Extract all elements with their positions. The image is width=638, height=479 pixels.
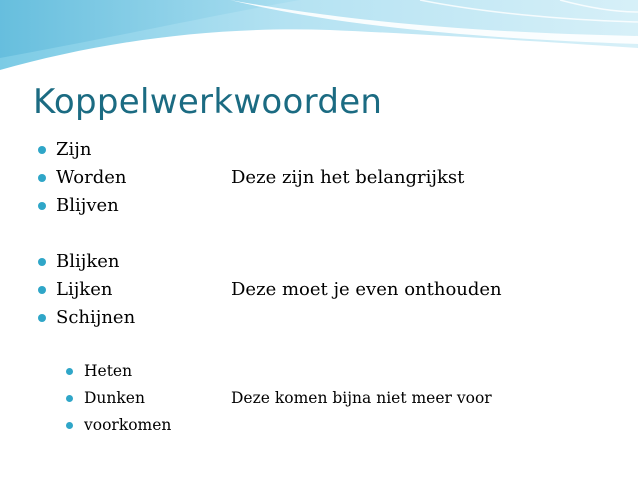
group-1-note: Deze zijn het belangrijkst: [231, 167, 465, 188]
list-item: [36, 192, 127, 220]
bullet-dot-icon: [38, 258, 46, 266]
list-item: [64, 385, 171, 412]
list-item-text: Worden: [56, 167, 127, 188]
list-item-text: voorkomen: [84, 416, 172, 434]
bullet-dot-icon: [38, 174, 46, 182]
list-item: [36, 248, 135, 276]
list-item: [64, 412, 171, 439]
bullet-dot-icon: [66, 395, 73, 402]
list-item: [36, 304, 135, 332]
list-item-text: Blijken: [56, 251, 120, 272]
bullet-dot-icon: [38, 146, 46, 154]
group-3-note: Deze komen bijna niet meer voor: [231, 389, 492, 407]
list-item-text: Blijven: [56, 195, 119, 216]
bullet-dot-icon: [38, 314, 46, 322]
bullet-list-group-3: [64, 358, 171, 439]
list-item-text: Schijnen: [56, 307, 136, 328]
bullet-list-group-2: [36, 248, 135, 332]
bullet-dot-icon: [66, 368, 73, 375]
list-item: [36, 136, 127, 164]
list-item: [64, 358, 171, 385]
slide-title: Koppelwerkwoorden: [33, 82, 383, 122]
list-item-text: Heten: [84, 362, 133, 380]
bullet-dot-icon: [38, 286, 46, 294]
list-item-text: Lijken: [56, 279, 113, 300]
bullet-list-group-1: [36, 136, 127, 220]
group-2-note: Deze moet je even onthouden: [231, 279, 502, 300]
header-wave-decoration: [0, 0, 638, 75]
list-item-text: Zijn: [56, 139, 92, 160]
list-item: [36, 276, 135, 304]
bullet-dot-icon: [38, 202, 46, 210]
list-item-text: Dunken: [84, 389, 145, 407]
list-item: [36, 164, 127, 192]
bullet-dot-icon: [66, 422, 73, 429]
